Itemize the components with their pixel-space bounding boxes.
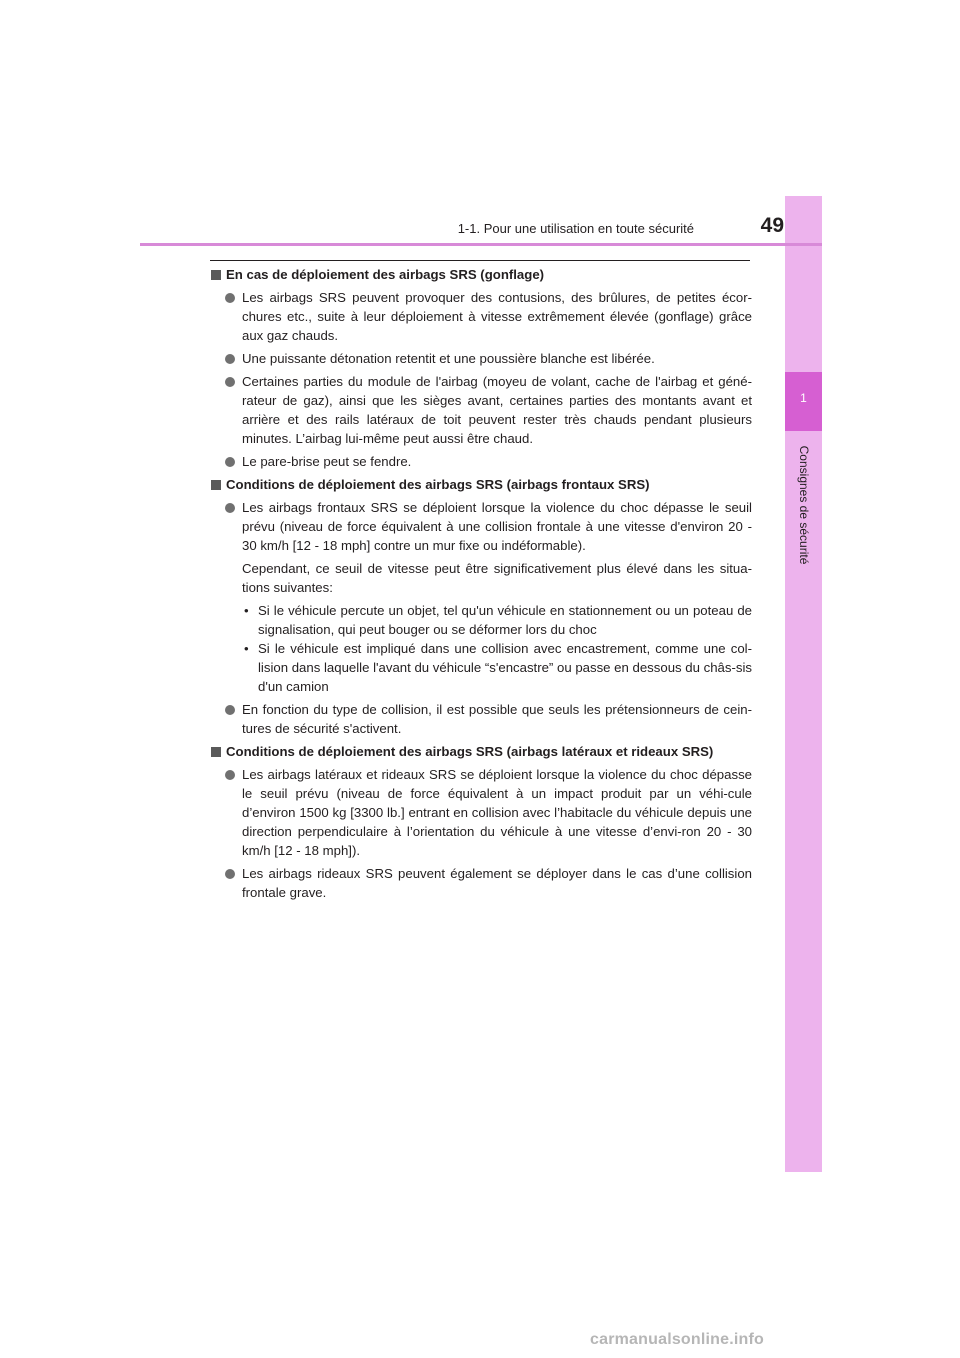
section-heading: [210, 475, 752, 494]
list-item-text: Les airbags rideaux SRS peuvent également se déployer dans le cas d’une collision frontale grave.: [242, 866, 752, 900]
circle-bullet-icon: [225, 457, 235, 467]
watermark: carmanualsonline.info: [590, 1331, 765, 1348]
section-heading: [210, 265, 752, 284]
square-bullet-icon: [211, 270, 221, 280]
list-item-text: Les airbags SRS peuvent provoquer des contusions, des brûlures, de petites écor-chures etc., suite à leur déploiement à vitesse extrêmement élevée (gonflage) grâce aux gaz chauds.: [242, 290, 752, 343]
circle-bullet-icon: [225, 705, 235, 715]
page-number: 49: [760, 214, 784, 237]
section-heading-text: En cas de déploiement des airbags SRS (gonflage): [226, 267, 545, 282]
header-divider: [140, 243, 822, 246]
sub-bullet: •: [244, 641, 249, 656]
list-item-text: Les airbags frontaux SRS se déploient lorsque la violence du choc dépasse le seuil prévu (niveau de force équivalent à une collision frontale à une vitesse d'environ 20 - 30 km/h [12 - 18 mph] contre un mur fixe ou indéformable).: [242, 500, 752, 553]
section-heading-text: Conditions de déploiement des airbags SRS (airbags latéraux et rideaux SRS): [226, 744, 714, 759]
list-item: [210, 765, 752, 860]
circle-bullet-icon: [225, 354, 235, 364]
list-item: [210, 372, 752, 448]
list-item: [210, 864, 752, 902]
list-item-text: Une puissante détonation retentit et une poussière blanche est libérée.: [242, 351, 655, 366]
section-heading-text: Conditions de déploiement des airbags SRS (airbags frontaux SRS): [226, 477, 650, 492]
sub-list-item-text: Si le véhicule percute un objet, tel qu'un véhicule en stationnement ou un poteau de signalisation, qui peut bouger ou se déformer lors du choc: [258, 603, 752, 637]
circle-bullet-icon: [225, 293, 235, 303]
list-item-text: Les airbags latéraux et rideaux SRS se déploient lorsque la violence du choc dépasse le seuil prévu (niveau de force équivalent à un impact produit par un véhi-cule d’environ 1500 kg [3300 lb.] entrant en collision avec l’habitacle du véhicule depuis une direction perpendiculaire à l’orientation du véhicule à une vitesse d’envi-ron 20 - 30 km/h [12 - 18 mph]).: [242, 767, 752, 858]
chapter-side-tab: [785, 196, 822, 1172]
list-item: [210, 452, 752, 471]
circle-bullet-icon: [225, 770, 235, 780]
list-item: [210, 700, 752, 738]
sub-bullet: •: [244, 603, 249, 618]
square-bullet-icon: [211, 480, 221, 490]
section-title: 1-1. Pour une utilisation en toute sécurité: [457, 221, 694, 236]
circle-bullet-icon: [225, 503, 235, 513]
list-item-text: En fonction du type de collision, il est possible que seuls les prétensionneurs de cein-tures de sécurité s'activent.: [242, 702, 752, 736]
circle-bullet-icon: [225, 377, 235, 387]
chapter-number: 1: [800, 391, 807, 405]
list-item: [210, 498, 752, 555]
list-item-text: Le pare-brise peut se fendre.: [242, 454, 412, 469]
paragraph: Cependant, ce seuil de vitesse peut être significativement plus élevé dans les situa-tions suivantes:: [242, 561, 752, 595]
content-top-rule: [210, 260, 750, 261]
page-content: [210, 265, 752, 906]
list-item: [210, 288, 752, 345]
sub-list-item: [210, 639, 752, 696]
sub-list-item: [210, 601, 752, 639]
section-heading: [210, 742, 752, 761]
list-item: [210, 349, 752, 368]
list-item-text: Certaines parties du module de l'airbag (moyeu de volant, cache de l'airbag et géné-rateur de gaz), ainsi que les sièges avant, certaines parties des montants avant et arrière et des rails latéraux de toit peuvent rester très chauds pendant plusieurs minutes. L’airbag lui-même peut aussi être chaud.: [242, 374, 752, 446]
sub-list-item-text: Si le véhicule est impliqué dans une collision avec encastrement, comme une col-lision dans laquelle l'avant du véhicule “s'encastre” ou passe en dessous du châs-sis d'un camion: [258, 641, 752, 694]
chapter-label: Consignes de sécurité: [797, 445, 811, 565]
circle-bullet-icon: [225, 869, 235, 879]
square-bullet-icon: [211, 747, 221, 757]
